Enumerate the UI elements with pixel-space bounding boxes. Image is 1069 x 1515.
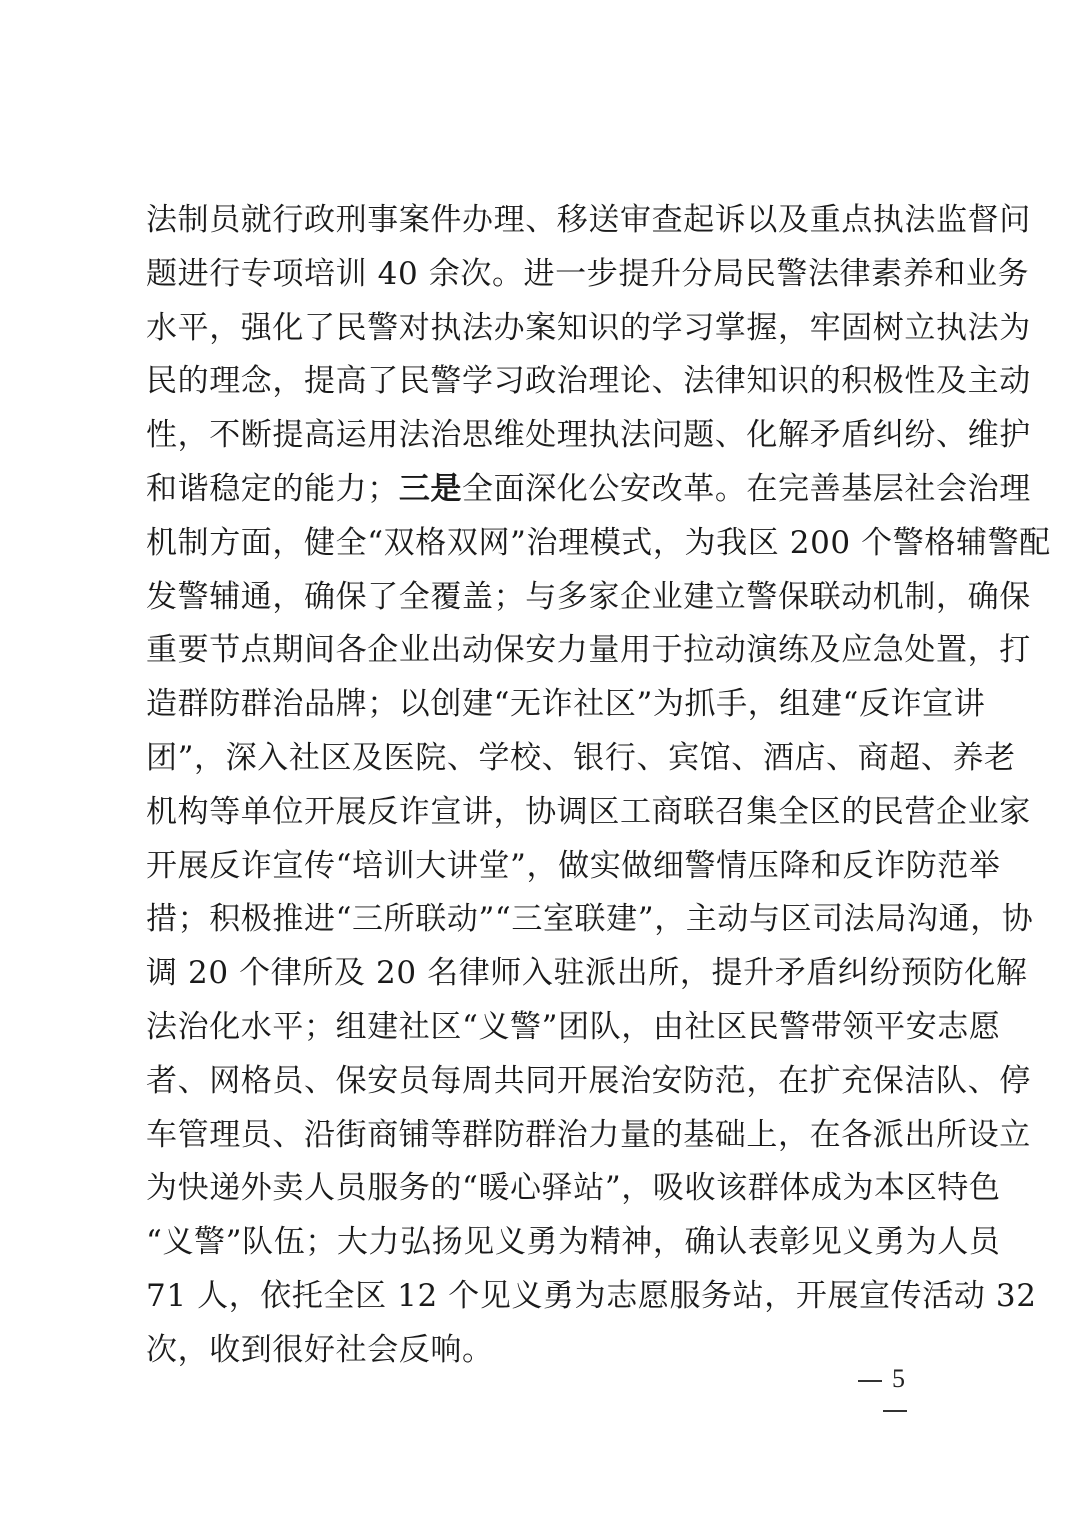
text-line-17: 者、网格员、保安员每周共同开展治安防范，在扩充保洁队、停 [146, 1062, 1031, 1099]
text-line-6 [146, 465, 1031, 519]
text-line-7: 机制方面，健全“双格双网”治理模式，为我区 200 个警格辅警配 [146, 524, 1051, 561]
text-line-1: 法制员就行政刑事案件办理、移送审查起诉以及重点执法监督问 [146, 202, 1031, 238]
text-line-5: 性，不断提高运用法治思维处理执法问题、化解矛盾纠纷、维护 [146, 417, 1031, 454]
text-line-2: 题进行专项培训 40 余次。进一步提升分局民警法律素养和业务 [146, 255, 1030, 292]
text-line-4: 民的理念，提高了民警学习政治理论、法律知识的积极性及主动 [146, 363, 1031, 400]
text-span: 全面深化公安改革。在完善基层社会治理 [462, 470, 1031, 507]
text-line-14: 措；积极推进“三所联动”“三室联建”，主动与区司法局沟通，协 [146, 901, 1034, 938]
text-line-15: 调 20 个律所及 20 名律师入驻派出所，提升矛盾纠纷预防化解 [146, 955, 1028, 992]
text-line-18: 车管理员、沿街商铺等群防群治力量的基础上，在各派出所设立 [146, 1116, 1031, 1153]
text-line-22: 次，收到很好社会反响。 [146, 1331, 494, 1368]
text-line-13: 开展反诈宣传“培训大讲堂”，做实做细警情压降和反诈防范举 [146, 847, 1001, 884]
text-line-20: “义警”队伍；大力弘扬见义勇为精神，确认表彰见义勇为人员 [146, 1224, 1001, 1261]
body-paragraph [146, 196, 1051, 1380]
text-line-19: 为快递外卖人员服务的“暖心驿站”，吸收该群体成为本区特色 [146, 1170, 1001, 1207]
text-line-3: 水平，强化了民警对执法办案知识的学习掌握，牢固树立执法为 [146, 309, 1031, 346]
page-number-dash-icon [858, 1380, 882, 1382]
page-number-bottom-dash-icon [883, 1410, 907, 1412]
text-line-8: 发警辅通，确保了全覆盖；与多家企业建立警保联动机制，确保 [146, 578, 1031, 615]
page-number [858, 1364, 905, 1394]
text-line-9: 重要节点期间各企业出动保安力量用于拉动演练及应急处置，打 [146, 632, 1031, 669]
text-span: 和谐稳定的能力； [146, 470, 399, 507]
text-line-12: 机构等单位开展反诈宣讲，协调区工商联召集全区的民营企业家 [146, 793, 1031, 830]
page-number-value: 5 [892, 1364, 905, 1393]
text-line-16: 法治化水平；组建社区“义警”团队，由社区民警带领平安志愿 [146, 1008, 1001, 1045]
text-line-10: 造群防群治品牌；以创建“无诈社区”为抓手，组建“反诈宣讲 [146, 686, 986, 723]
text-line-11: 团”，深入社区及医院、学校、银行、宾馆、酒店、商超、养老 [146, 739, 1016, 776]
text-line-21: 71 人，依托全区 12 个见义勇为志愿服务站，开展宣传活动 32 [146, 1277, 1037, 1314]
bold-heading-marker: 三是 [398, 470, 463, 507]
